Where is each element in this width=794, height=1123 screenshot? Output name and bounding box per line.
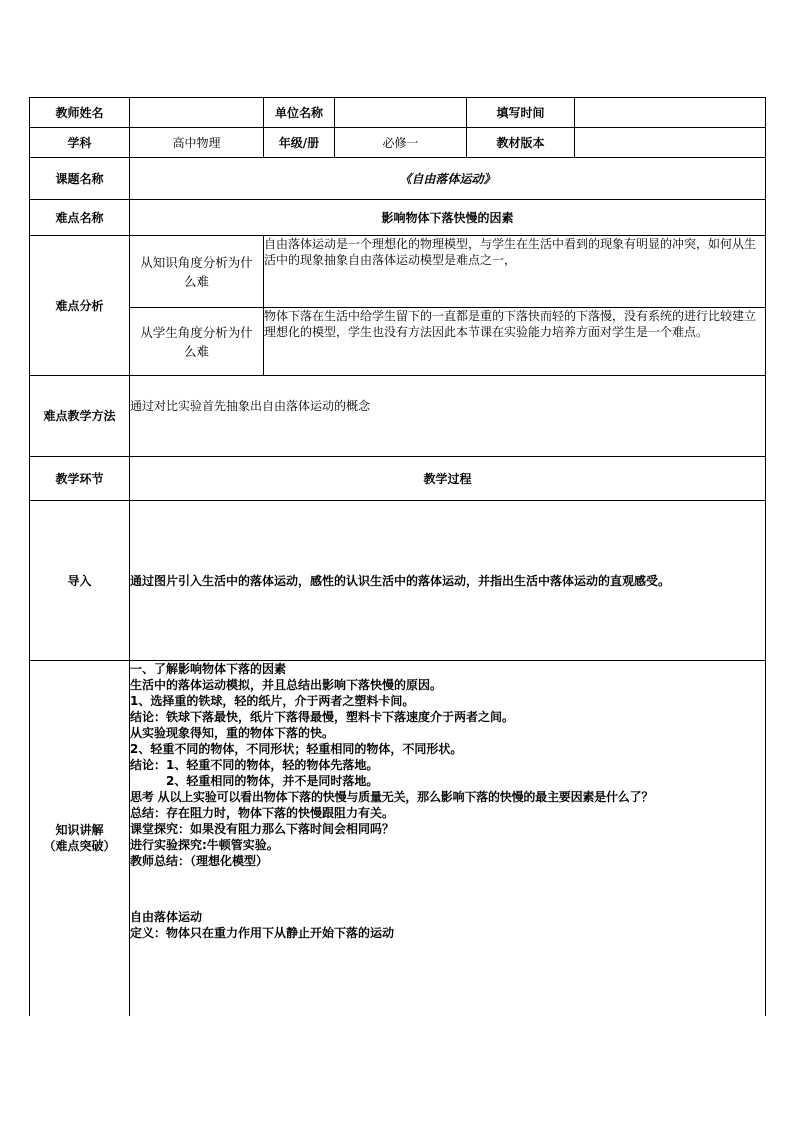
knowledge-line: 自由落体运动 — [130, 910, 203, 924]
difficulty-label: 难点名称 — [30, 200, 130, 236]
knowledge-line: 结论：铁球下落最快，纸片下落得最慢，塑料卡下落速度介于两者之间。 — [130, 710, 515, 724]
method-label: 难点教学方法 — [30, 376, 130, 457]
knowledge-line: 2、轻重不同的物体，不同形状；轻重相同的物体，不同形状。 — [130, 742, 463, 756]
knowledge-content — [130, 661, 766, 1016]
knowledge-angle-label: 从知识角度分析为什么难 — [130, 236, 264, 308]
analysis-label: 难点分析 — [30, 236, 130, 376]
knowledge-label-line2: （难点突破） — [43, 839, 116, 854]
difficulty-value: 影响物体下落快慢的因素 — [130, 200, 766, 236]
knowledge-blank-line — [130, 889, 765, 909]
unit-value — [335, 98, 467, 128]
knowledge-angle-text: 自由落体运动是一个理想化的物理模型，与学生在生活中看到的现象有明显的冲突，如何从生活中的现象抽象自由落体运动模型是难点之一， — [264, 236, 766, 308]
subject-value: 高中物理 — [130, 128, 264, 158]
grade-value: 必修一 — [335, 128, 467, 158]
unit-label: 单位名称 — [264, 98, 335, 128]
fill-time-label: 填写时间 — [467, 98, 575, 128]
student-angle-text: 物体下落在生活中给学生留下的一直都是重的下落快而轻的下落慢，没有系统的进行比较建立理想化的模型，学生也没有方法因此本节课在实验能力培养方面对学生是一个难点。 — [264, 308, 766, 376]
student-angle-label: 从学生角度分析为什么难 — [130, 308, 264, 376]
knowledge-line: 从实验现象得知，重的物体下落的快。 — [130, 726, 335, 740]
intro-label: 导入 — [30, 501, 130, 661]
knowledge-line: 进行实验探究:牛顿管实验。 — [130, 838, 279, 852]
stage-header: 教学环节 — [30, 457, 130, 501]
intro-text: 通过图片引入生活中的落体运动，感性的认识生活中的落体运动，并指出生活中落体运动的直观感受。 — [130, 501, 766, 661]
knowledge-line: 思考 从以上实验可以看出物体下落的快慢与质量无关，那么影响下落的快慢的最主要因素是什么了？ — [130, 790, 654, 804]
knowledge-line: 总结：存在阻力时，物体下落的快慢跟阻力有关。 — [130, 806, 395, 820]
knowledge-line: 结论：1、轻重不同的物体，轻的物体先落地。 — [130, 758, 379, 772]
topic-label: 课题名称 — [30, 158, 130, 200]
method-text: 通过对比实验首先抽象出自由落体运动的概念 — [130, 376, 766, 457]
knowledge-label-line1: 知识讲解 — [55, 823, 104, 838]
teacher-name-value — [130, 98, 264, 128]
knowledge-line: 2、轻重相同的物体，并不是同时落地。 — [166, 774, 379, 788]
textbook-value — [575, 128, 766, 158]
fill-time-value — [575, 98, 766, 128]
knowledge-line: 一、了解影响物体下落的因素 — [130, 662, 287, 676]
knowledge-line: 课堂探究：如果没有阻力那么下落时间会相同吗？ — [130, 822, 395, 836]
lesson-form-table — [29, 97, 766, 1016]
knowledge-line: 生活中的落体运动模拟，并且总结出影响下落快慢的原因。 — [130, 678, 443, 692]
knowledge-blank-line — [130, 869, 765, 889]
textbook-label: 教材版本 — [467, 128, 575, 158]
teacher-name-label: 教师姓名 — [30, 98, 130, 128]
knowledge-label — [30, 661, 130, 1016]
knowledge-line: 教师总结：（理想化模型） — [130, 854, 269, 868]
grade-label: 年级/册 — [264, 128, 335, 158]
process-header: 教学过程 — [130, 457, 766, 501]
subject-label: 学科 — [30, 128, 130, 158]
knowledge-line: 定义：物体只在重力作用下从静止开始下落的运动 — [130, 926, 395, 940]
knowledge-line: 1、选择重的铁球，轻的纸片，介于两者之塑料卡间。 — [130, 694, 415, 708]
topic-value: 《自由落体运动》 — [130, 158, 766, 200]
